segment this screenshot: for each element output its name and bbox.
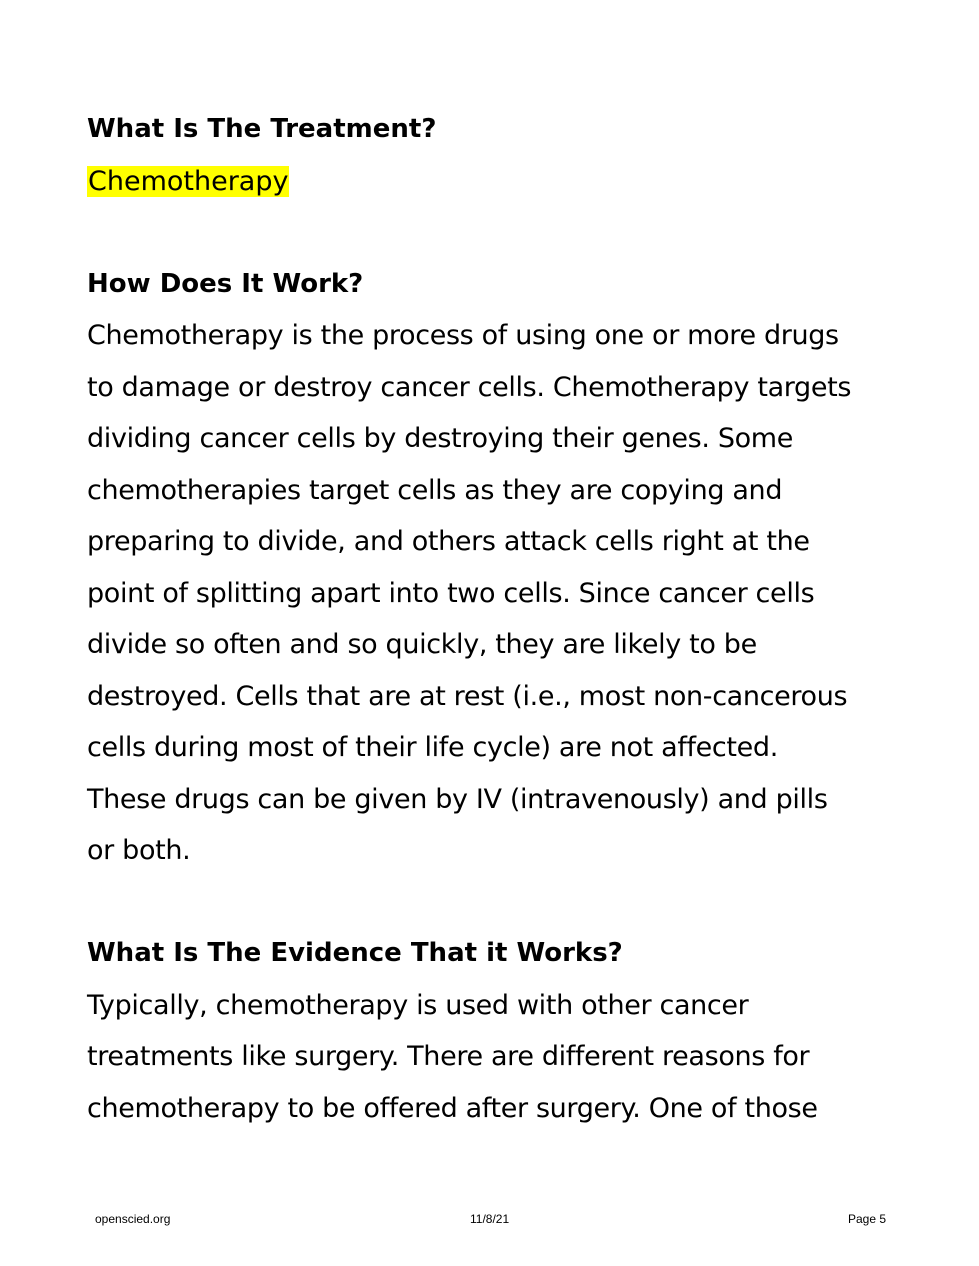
- paragraph-line: or both.: [87, 835, 191, 866]
- paragraph-line: These drugs can be given by IV (intravenously) and pills: [87, 783, 828, 815]
- footer-site-link[interactable]: openscied.org: [95, 1212, 171, 1226]
- paragraph-evidence: [87, 980, 907, 1135]
- paragraph-line: divide so often and so quickly, they are likely to be: [87, 629, 757, 660]
- section-heading-treatment: What Is The Treatment?: [87, 114, 437, 144]
- page-footer: [0, 1212, 979, 1232]
- paragraph-line: preparing to divide, and others attack cells right at the: [87, 526, 810, 557]
- paragraph-line: Typically, chemotherapy is used with other cancer: [87, 989, 749, 1021]
- paragraph-line: destroyed. Cells that are at rest (i.e., most non-cancerous: [87, 680, 848, 712]
- section-spacer: [87, 877, 907, 929]
- paragraph-line: Chemotherapy is the process of using one or more drugs: [87, 320, 839, 351]
- paragraph-line: to damage or destroy cancer cells. Chemotherapy targets: [87, 371, 852, 403]
- paragraph-line: dividing cancer cells by destroying their genes. Some: [87, 423, 794, 454]
- section-spacer: [87, 207, 907, 259]
- paragraph-line: chemotherapies target cells as they are copying and: [87, 474, 783, 506]
- paragraph-how-it-works: [87, 310, 907, 877]
- paragraph-line: chemotherapy to be offered after surgery. One of those: [87, 1092, 818, 1124]
- section-heading-evidence: What Is The Evidence That it Works?: [87, 938, 623, 968]
- highlighted-answer: Chemotherapy: [88, 165, 289, 197]
- paragraph-line: cells during most of their life cycle) are not affected.: [87, 732, 778, 763]
- page-content: [87, 104, 907, 1134]
- footer-page-number: Page 5: [848, 1212, 887, 1226]
- footer-date: 11/8/21: [470, 1212, 510, 1226]
- section-heading-how-it-works: How Does It Work?: [87, 268, 364, 299]
- paragraph-line: point of splitting apart into two cells. Since cancer cells: [87, 577, 815, 609]
- treatment-answer: [87, 156, 907, 208]
- paragraph-line: treatments like surgery. There are different reasons for: [87, 1041, 810, 1072]
